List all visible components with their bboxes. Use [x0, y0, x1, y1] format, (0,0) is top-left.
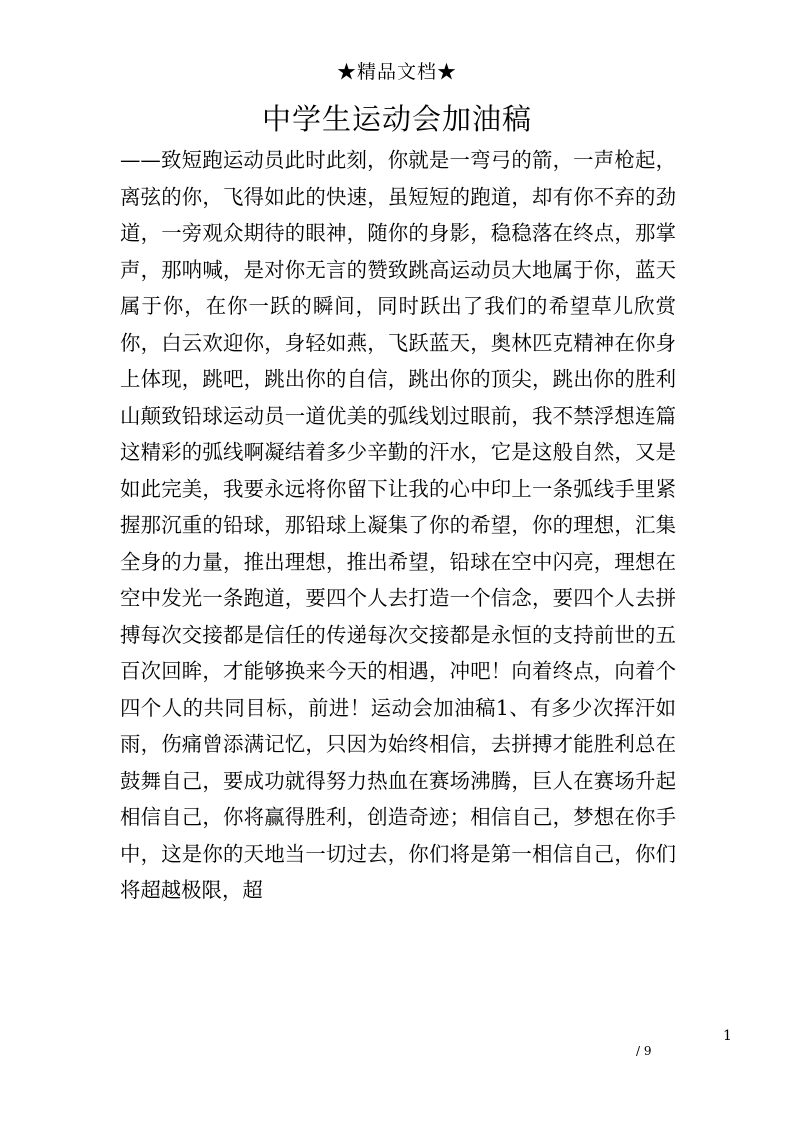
page-total: / 9	[636, 1044, 652, 1058]
document-title: 中学生运动会加油稿	[261, 102, 532, 136]
page-number: 1	[723, 1028, 732, 1044]
body-paragraph: ——致短跑运动员此时此刻，你就是一弯弓的箭，一声枪起，离弦的你，飞得如此的快速，虽短短的跑道，却有你不弃的劲道，一旁观众期待的眼神，随你的身影，稳稳落在终点，那掌声，那呐喊，是对你无言的赞致跳高运动员大地属于你，蓝天属于你，在你一跃的瞬间，同时跃出了我们的希望草儿欣赏你，白云欢迎你，身轻如燕，飞跃蓝天，奥林匹克精神在你身上体现，跳吧，跳出你的自信，跳出你的顶尖，跳出你的胜利山颠致铅球运动员一道优美的弧线划过眼前，我不禁浮想连篇这精彩的弧线啊凝结着多少辛勤的汗水，它是这般自然，又是如此完美，我要永远将你留下让我的心中印上一条弧线手里紧握那沉重的铅球，那铅球上凝集了你的希望，你的理想，汇集全身的力量，推出理想，推出希望，铅球在空中闪亮，理想在空中发光一条跑道，要四个人去打造一个信念，要四个人去拼搏每次交接都是信任的传递每次交接都是永恒的支持前世的五百次回眸，才能够换来今天的相遇，冲吧！向着终点，向着个四个人的共同目标，前进！运动会加油稿1、有多少次挥汗如雨，伤痛曾添满记忆，只因为始终相信，去拼搏才能胜利总在鼓舞自己，要成功就得努力热血在赛场沸腾，巨人在赛场升起相信自己，你将赢得胜利，创造奇迹；相信自己，梦想在你手中，这是你的天地当一切过去，你们将是第一相信自己，你们将超越极限，超	[120, 148, 676, 902]
document-header: ★精品文档★	[336, 61, 457, 83]
document-body	[120, 142, 676, 909]
